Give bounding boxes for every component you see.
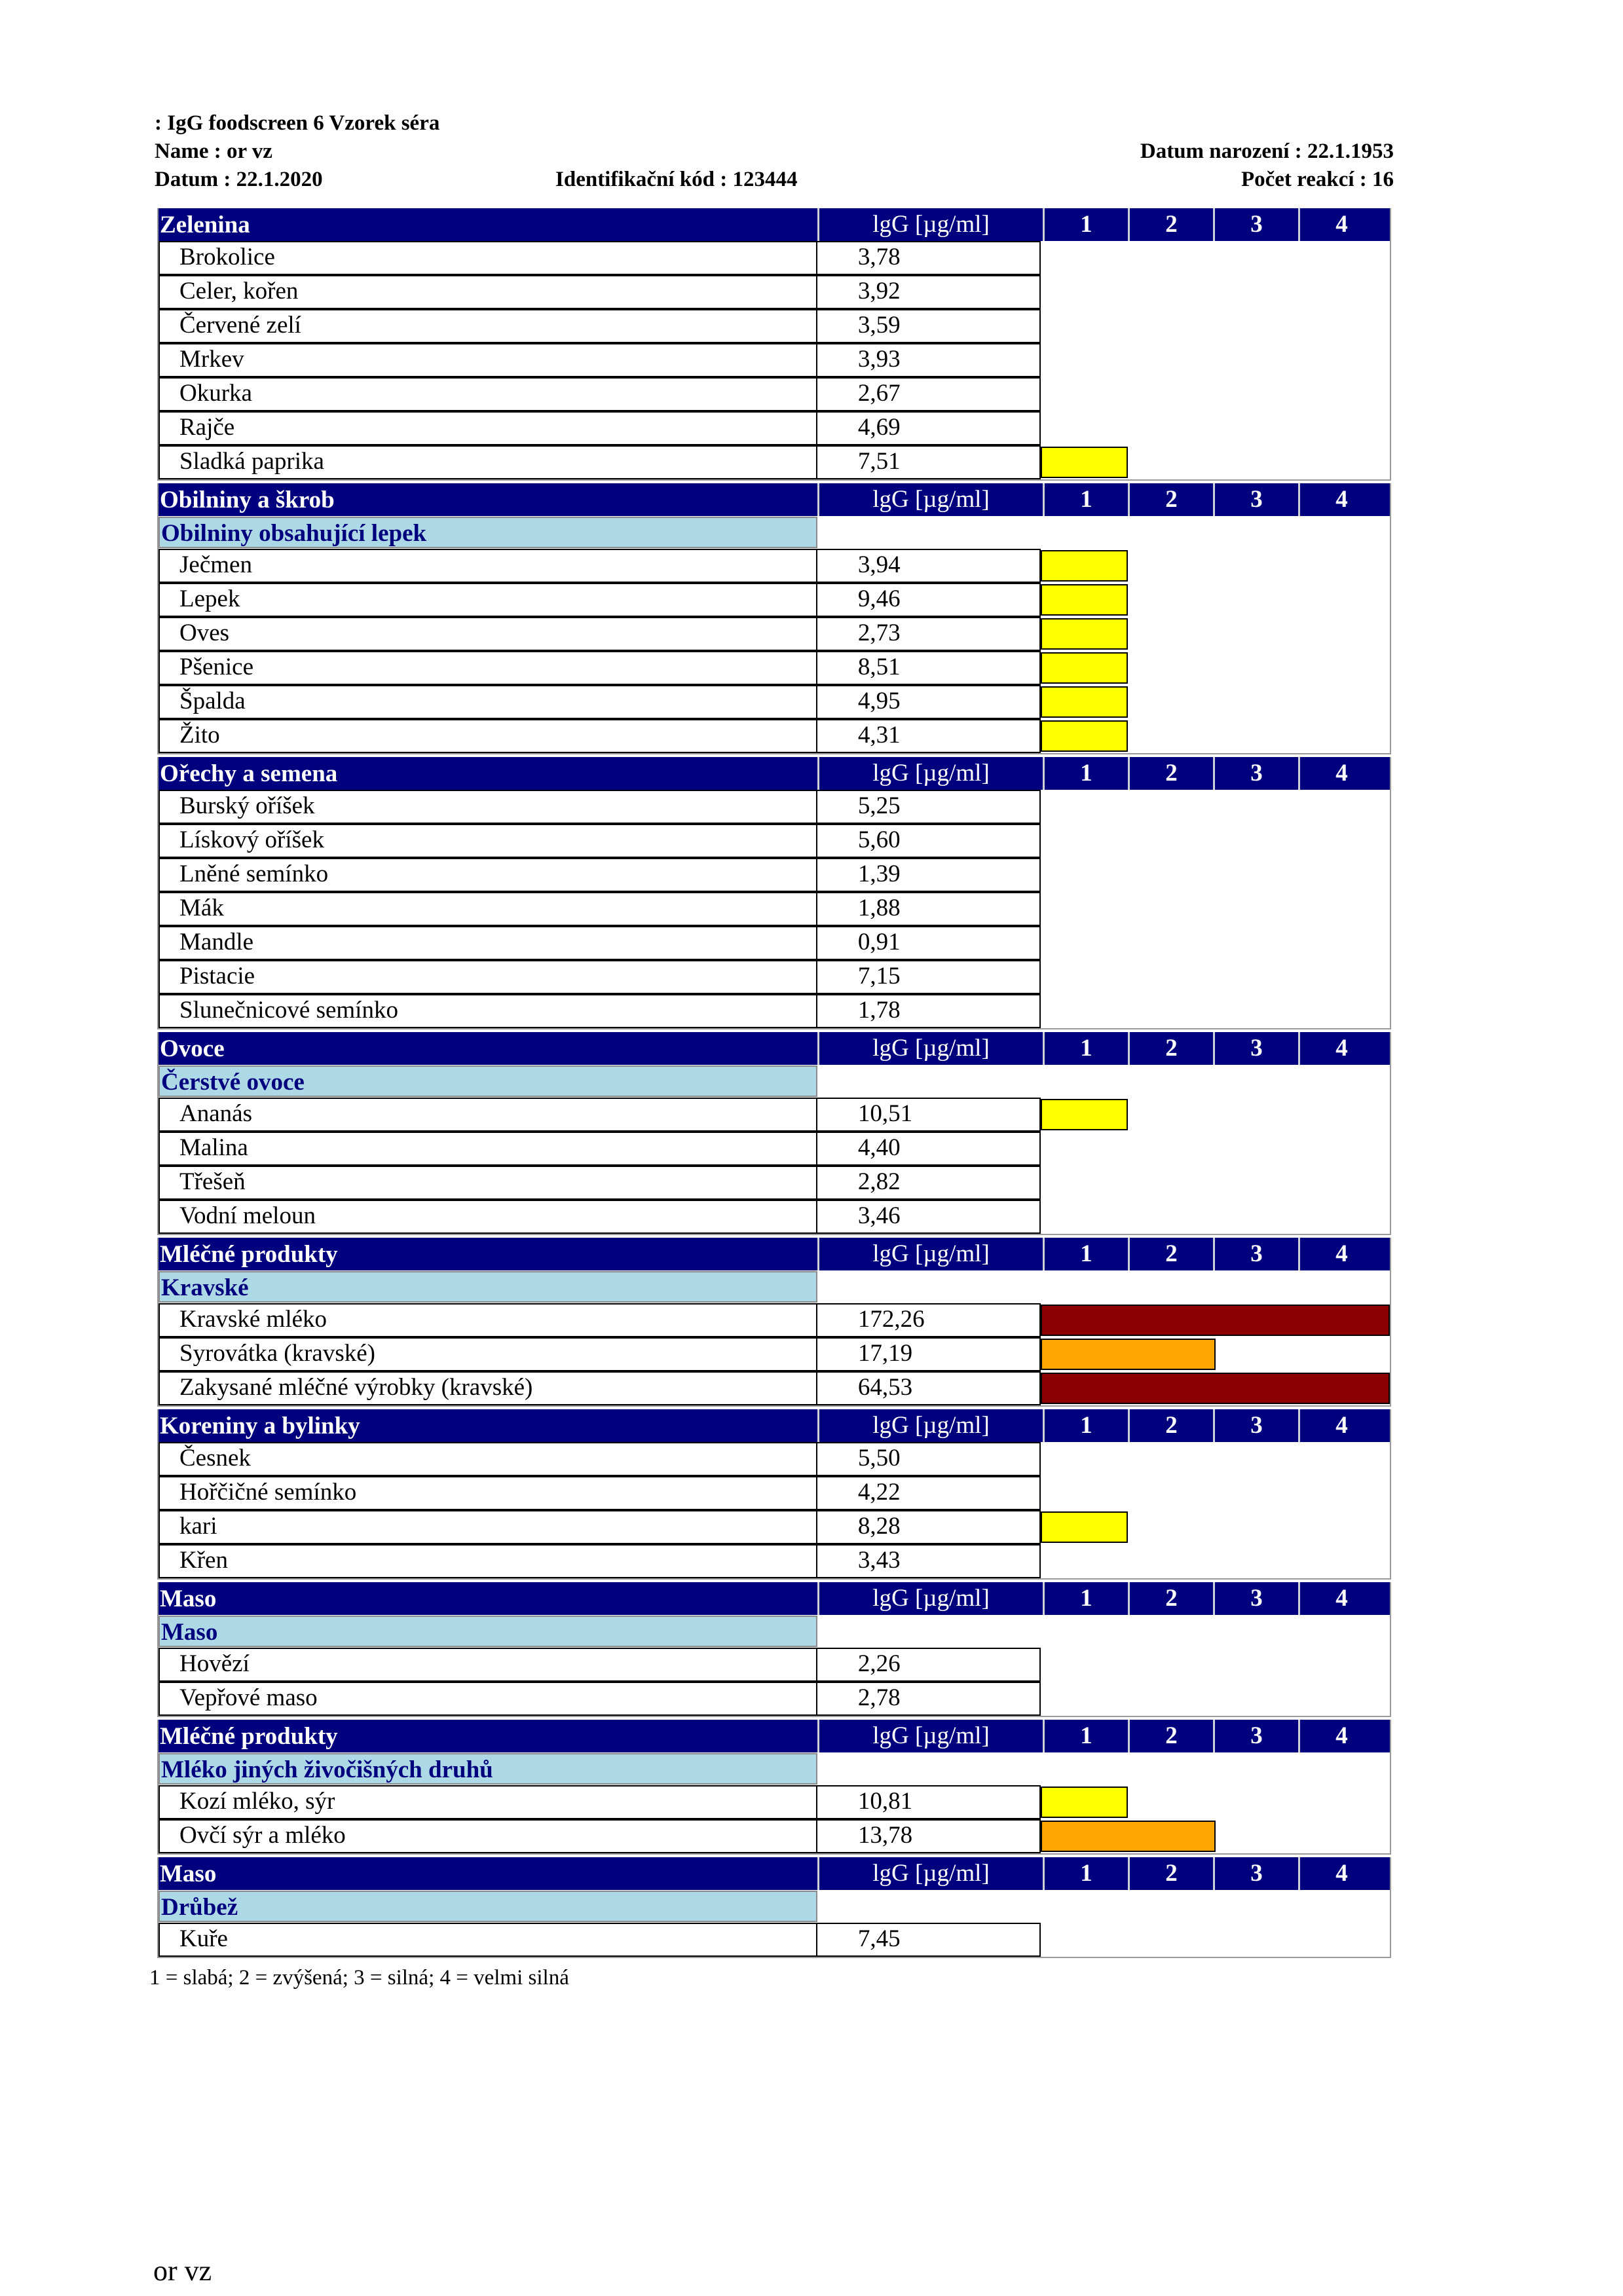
reaction-bar [1041,584,1128,616]
level-column-header: 2 [1128,1857,1213,1890]
subcategory-row [159,1065,1390,1098]
table-row [159,960,1390,994]
food-name: Vodní meloun [159,1200,816,1234]
reaction-cell [1041,1098,1390,1132]
reaction-cell [1041,1544,1390,1578]
section-title: Ořechy a semena [160,760,338,787]
reaction-bar [1041,1373,1390,1404]
section-title: Mléčné produkty [160,1240,338,1268]
subcategory-row [159,516,1390,549]
subcategory-row [159,1752,1390,1785]
unit-column-header: lgG [µg/ml] [817,1720,1043,1752]
igg-value: 172,26 [816,1303,1041,1337]
section-title: Maso [160,1585,217,1612]
page-footer: or vz [153,2255,212,2287]
table-row [159,824,1390,858]
level-column-header: 1 [1043,1032,1128,1065]
igg-value: 3,59 [816,309,1041,343]
unit-column-header: lgG [µg/ml] [817,1857,1043,1890]
igg-value: 3,46 [816,1200,1041,1234]
table-row [159,1132,1390,1166]
level-column-header: 3 [1213,208,1298,241]
report-title: : IgG foodscreen 6 Vzorek séra [155,111,440,135]
table-row [159,549,1390,583]
level-column-header: 3 [1213,1032,1298,1065]
igg-value: 4,95 [816,685,1041,719]
igg-value: 0,91 [816,926,1041,960]
food-name: Burský oříšek [159,790,816,824]
table-row [159,685,1390,719]
igg-value: 17,19 [816,1337,1041,1371]
table-row [159,1682,1390,1716]
igg-value: 4,22 [816,1476,1041,1510]
table-row [159,445,1390,479]
igg-value: 4,31 [816,719,1041,753]
subcategory-title: Mléko jiných živočišných druhů [159,1753,817,1785]
level-column-header: 4 [1298,1409,1383,1442]
igg-value: 3,92 [816,275,1041,309]
igg-value: 5,50 [816,1442,1041,1476]
level-column-header: 2 [1128,1409,1213,1442]
reaction-bar [1041,1511,1128,1543]
section [157,1720,1391,1855]
birth-date: Datum narození : 22.1.1953 [1140,139,1394,163]
igg-value: 3,93 [816,343,1041,377]
table-row [159,926,1390,960]
reaction-cell [1041,719,1390,753]
food-name: Třešeň [159,1166,816,1200]
reaction-cell [1041,892,1390,926]
level-column-header: 3 [1213,1409,1298,1442]
reaction-bar [1041,1821,1215,1852]
level-column-header: 4 [1298,1720,1383,1752]
level-column-header: 2 [1128,1238,1213,1270]
level-column-header: 2 [1128,1032,1213,1065]
igg-value: 7,45 [816,1923,1041,1957]
unit-column-header: lgG [µg/ml] [817,1032,1043,1065]
food-name: Lněné semínko [159,858,816,892]
food-name: Rajče [159,411,816,445]
identification-code: Identifikační kód : 123444 [555,168,798,191]
igg-value: 10,51 [816,1098,1041,1132]
food-name: Žito [159,719,816,753]
reaction-cell [1041,411,1390,445]
table-row [159,719,1390,753]
food-name: Ananás [159,1098,816,1132]
reaction-cell [1041,790,1390,824]
section [157,1857,1391,1958]
reaction-cell [1041,1303,1390,1337]
igg-value: 3,78 [816,241,1041,275]
unit-column-header: lgG [µg/ml] [817,1238,1043,1270]
igg-value: 9,46 [816,583,1041,617]
reaction-cell [1041,651,1390,685]
food-name: Ječmen [159,549,816,583]
level-column-header: 3 [1213,483,1298,516]
section-title: Zelenina [160,211,250,238]
reaction-cell [1041,1132,1390,1166]
food-name: Mák [159,892,816,926]
reaction-cell [1041,549,1390,583]
igg-value: 1,78 [816,994,1041,1028]
level-column-header: 4 [1298,1582,1383,1615]
table-row [159,790,1390,824]
level-column-header: 1 [1043,1857,1128,1890]
level-column-header: 2 [1128,1720,1213,1752]
reaction-bar [1041,550,1128,582]
igg-value: 1,88 [816,892,1041,926]
reaction-cell [1041,275,1390,309]
level-column-header: 1 [1043,1238,1128,1270]
subcategory-row [159,1615,1390,1648]
igg-value: 4,69 [816,411,1041,445]
table-row [159,1510,1390,1544]
subcategory-title: Drůbež [159,1891,817,1922]
food-name: Pistacie [159,960,816,994]
food-name: Špalda [159,685,816,719]
reaction-cell [1041,858,1390,892]
level-column-header: 3 [1213,1720,1298,1752]
table-row [159,1785,1390,1819]
subcategory-title: Maso [159,1616,817,1647]
food-name: Sladká paprika [159,445,816,479]
section-header [159,1857,1390,1890]
igg-value: 3,43 [816,1544,1041,1578]
level-column-header: 3 [1213,1857,1298,1890]
igg-value: 10,81 [816,1785,1041,1819]
reaction-cell [1041,1510,1390,1544]
table-row [159,858,1390,892]
food-name: Kravské mléko [159,1303,816,1337]
reaction-cell [1041,685,1390,719]
igg-value: 8,28 [816,1510,1041,1544]
igg-value: 7,15 [816,960,1041,994]
level-column-header: 3 [1213,757,1298,790]
section-header [159,208,1390,241]
food-name: Mrkev [159,343,816,377]
reaction-cell [1041,1166,1390,1200]
section [157,483,1391,754]
reaction-cell [1041,1923,1390,1957]
unit-column-header: lgG [µg/ml] [817,208,1043,241]
table-row [159,1098,1390,1132]
reaction-cell [1041,1648,1390,1682]
table-row [159,377,1390,411]
level-column-header: 1 [1043,1409,1128,1442]
reaction-cell [1041,1442,1390,1476]
section-header [159,757,1390,790]
reaction-cell [1041,583,1390,617]
section-header [159,1032,1390,1065]
food-name: Zakysané mléčné výrobky (kravské) [159,1371,816,1405]
food-name: Kuře [159,1923,816,1957]
reaction-bar [1041,652,1128,684]
reaction-bar [1041,1099,1128,1130]
table-row [159,994,1390,1028]
igg-value: 2,82 [816,1166,1041,1200]
section [157,1032,1391,1235]
subcategory-title: Obilniny obsahující lepek [159,517,817,548]
igg-value: 2,73 [816,617,1041,651]
level-column-header: 4 [1298,757,1383,790]
level-column-header: 1 [1043,1582,1128,1615]
reaction-bar [1041,686,1128,718]
section [157,757,1391,1029]
reaction-cell [1041,1682,1390,1716]
food-name: Mandle [159,926,816,960]
table-row [159,651,1390,685]
section-title: Maso [160,1860,217,1887]
level-column-header: 1 [1043,1720,1128,1752]
reaction-cell [1041,309,1390,343]
food-name: Pšenice [159,651,816,685]
food-name: kari [159,1510,816,1544]
level-column-header: 1 [1043,208,1128,241]
food-name: Hovězí [159,1648,816,1682]
food-name: Brokolice [159,241,816,275]
igg-value: 5,25 [816,790,1041,824]
section [157,1409,1391,1580]
igg-value: 5,60 [816,824,1041,858]
reaction-count: Počet reakcí : 16 [1241,168,1394,191]
section [157,1238,1391,1407]
patient-name: Name : or vz [155,139,272,163]
food-name: Syrovátka (kravské) [159,1337,816,1371]
table-row [159,1544,1390,1578]
table-row [159,309,1390,343]
level-column-header: 4 [1298,1857,1383,1890]
reaction-bar [1041,1339,1215,1370]
reaction-cell [1041,1337,1390,1371]
food-name: Ovčí sýr a mléko [159,1819,816,1853]
reaction-bar [1041,618,1128,650]
reaction-cell [1041,343,1390,377]
reaction-cell [1041,994,1390,1028]
reaction-cell [1041,824,1390,858]
table-row [159,1303,1390,1337]
section-title: Ovoce [160,1035,225,1062]
table-row [159,1819,1390,1853]
reaction-bar [1041,447,1128,478]
level-column-header: 4 [1298,483,1383,516]
food-name: Křen [159,1544,816,1578]
food-name: Kozí mléko, sýr [159,1785,816,1819]
section-title: Koreniny a bylinky [160,1412,360,1439]
igg-value: 1,39 [816,858,1041,892]
food-name: Lepek [159,583,816,617]
reaction-cell [1041,377,1390,411]
report-date: Datum : 22.1.2020 [155,168,323,191]
section-title: Mléčné produkty [160,1722,338,1750]
legend: 1 = slabá; 2 = zvýšená; 3 = silná; 4 = velmi silná [149,1966,569,1990]
level-column-header: 2 [1128,208,1213,241]
level-column-header: 1 [1043,757,1128,790]
reaction-cell [1041,1819,1390,1853]
unit-column-header: lgG [µg/ml] [817,1409,1043,1442]
table-row [159,1337,1390,1371]
reaction-cell [1041,1476,1390,1510]
subcategory-row [159,1270,1390,1303]
table-row [159,1476,1390,1510]
igg-value: 13,78 [816,1819,1041,1853]
section [157,1582,1391,1717]
food-name: Slunečnicové semínko [159,994,816,1028]
table-row [159,892,1390,926]
unit-column-header: lgG [µg/ml] [817,757,1043,790]
level-column-header: 3 [1213,1238,1298,1270]
table-row [159,617,1390,651]
food-name: Celer, kořen [159,275,816,309]
reaction-cell [1041,1785,1390,1819]
food-name: Hořčičné semínko [159,1476,816,1510]
subcategory-row [159,1890,1390,1923]
igg-value: 64,53 [816,1371,1041,1405]
reaction-bar [1041,1305,1390,1336]
igg-value: 8,51 [816,651,1041,685]
food-name: Česnek [159,1442,816,1476]
table-row [159,411,1390,445]
table-row [159,1166,1390,1200]
reaction-cell [1041,1200,1390,1234]
reaction-cell [1041,241,1390,275]
section-header [159,1409,1390,1442]
results-table [157,208,1391,1961]
level-column-header: 4 [1298,1032,1383,1065]
level-column-header: 3 [1213,1582,1298,1615]
table-row [159,1648,1390,1682]
table-row [159,275,1390,309]
section [157,208,1391,481]
igg-value: 7,51 [816,445,1041,479]
reaction-bar [1041,1787,1128,1818]
reaction-cell [1041,960,1390,994]
section-header [159,1720,1390,1752]
subcategory-title: Kravské [159,1271,817,1303]
igg-value: 2,26 [816,1648,1041,1682]
table-row [159,343,1390,377]
reaction-cell [1041,445,1390,479]
reaction-cell [1041,617,1390,651]
food-name: Oves [159,617,816,651]
section-header [159,1238,1390,1270]
unit-column-header: lgG [µg/ml] [817,1582,1043,1615]
igg-value: 3,94 [816,549,1041,583]
level-column-header: 1 [1043,483,1128,516]
table-row [159,583,1390,617]
level-column-header: 4 [1298,1238,1383,1270]
table-row [159,1200,1390,1234]
table-row [159,1371,1390,1405]
igg-value: 2,78 [816,1682,1041,1716]
reaction-bar [1041,720,1128,752]
table-row [159,1923,1390,1957]
unit-column-header: lgG [µg/ml] [817,483,1043,516]
section-header [159,1582,1390,1615]
section-header [159,483,1390,516]
igg-value: 4,40 [816,1132,1041,1166]
igg-value: 2,67 [816,377,1041,411]
section-title: Obilniny a škrob [160,486,335,513]
food-name: Malina [159,1132,816,1166]
subcategory-title: Čerstvé ovoce [159,1065,817,1097]
food-name: Lískový oříšek [159,824,816,858]
level-column-header: 2 [1128,1582,1213,1615]
table-row [159,1442,1390,1476]
food-name: Vepřové maso [159,1682,816,1716]
reaction-cell [1041,1371,1390,1405]
food-name: Červené zelí [159,309,816,343]
reaction-cell [1041,926,1390,960]
level-column-header: 4 [1298,208,1383,241]
level-column-header: 2 [1128,483,1213,516]
food-name: Okurka [159,377,816,411]
level-column-header: 2 [1128,757,1213,790]
table-row [159,241,1390,275]
